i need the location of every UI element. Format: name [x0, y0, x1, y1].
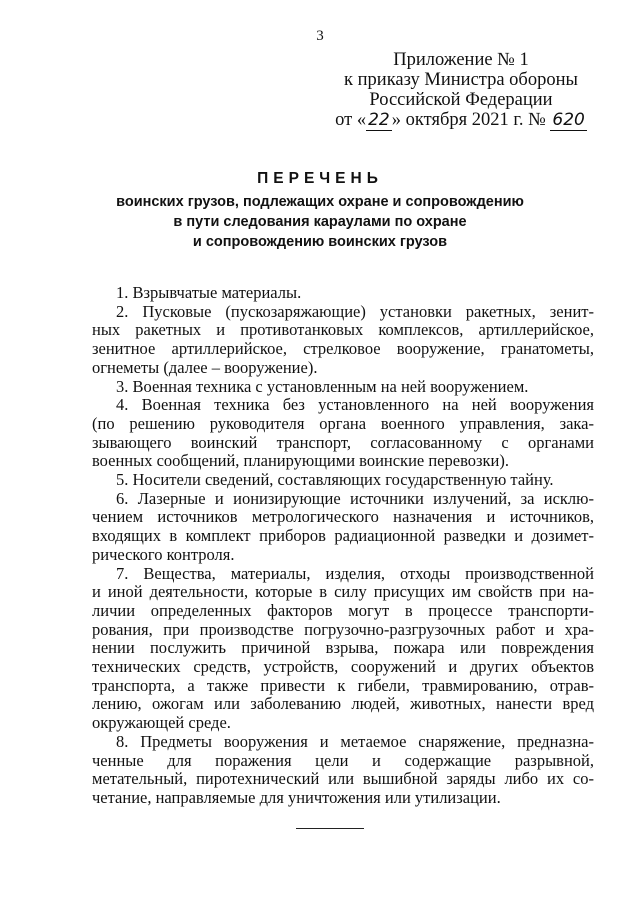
handwritten-order-number: 620	[552, 110, 585, 130]
list-item-line: 8. Предметы вооружения и метаемое снаряжение, предназна-	[116, 731, 594, 751]
list-item-line: технических средств, устройств, сооружений и других объектов	[92, 657, 594, 677]
list-body	[92, 284, 594, 808]
list-item-line: лению, ожогам или заболеванию людей, животных, нанести вред	[92, 694, 594, 714]
list-item	[92, 284, 594, 303]
document-subtitle	[0, 192, 640, 252]
list-item	[92, 471, 594, 490]
list-item-line: зывающего воинский транспорт, согласованному с органами	[92, 432, 594, 452]
list-item-line: 6. Лазерные и ионизирующие источники излучений, за исклю-	[116, 488, 594, 508]
separator-line	[296, 828, 364, 829]
appendix-header	[330, 50, 592, 130]
list-item	[92, 733, 594, 808]
list-item-line: нении послужить причиной взрыва, пожара или повреждения	[92, 638, 594, 658]
list-item-line: окружающей среде.	[92, 713, 231, 733]
subtitle-line: воинских грузов, подлежащих охране и сопровождению	[116, 194, 524, 210]
appendix-line-2: к приказу Министра обороны	[344, 70, 578, 90]
list-item-line: 1. Взрывчатые материалы.	[116, 283, 302, 302]
list-item	[92, 565, 594, 733]
list-item-line: рического контроля.	[92, 544, 235, 564]
list-item-line: 4. Военная техника без установленного на ней вооружения	[116, 395, 594, 415]
page-number: 3	[316, 28, 324, 44]
list-item-line: ных ракетных и противотанковых комплексов, артиллерийское,	[92, 320, 594, 340]
list-item-line: четание, направляемые для уничтожения или утилизации.	[92, 787, 501, 807]
list-item-line: 2. Пусковые (пускозаряжающие) установки ракетных, зенит-	[116, 301, 594, 321]
list-item-line: 5. Носители сведений, составляющих государственную тайну.	[116, 470, 554, 490]
list-item-line: и иной деятельности, которые в силу присущих им свойств при на-	[92, 582, 594, 602]
list-item	[92, 378, 594, 397]
list-item-line: входящих в комплект приборов радиационной разведки и дозимет-	[92, 526, 594, 546]
handwritten-date-day: 22	[368, 110, 390, 130]
date-prefix: от «	[335, 110, 367, 130]
list-item-line: (по решению руководителя органа военного управления, зака-	[92, 413, 594, 433]
list-item	[92, 490, 594, 565]
subtitle-line: и сопровождению воинских грузов	[192, 234, 448, 250]
list-item-line: личии определенных факторов могут в процессе транспорти-	[92, 600, 594, 620]
appendix-line-1: Приложение № 1	[393, 50, 529, 70]
list-item-line: рования, при производстве погрузочно-разгрузочных работ и хра-	[92, 619, 594, 639]
appendix-line-3: Российской Федерации	[369, 90, 553, 110]
list-item-line: чением источников метрологического назначения и источников,	[92, 507, 594, 527]
list-item-line: 7. Вещества, материалы, изделия, отходы производственной	[116, 563, 594, 583]
list-item-line: военных сообщений, планирующими воинские перевозки).	[92, 451, 509, 471]
list-item-line: 3. Военная техника с установленным на ней вооружением.	[116, 376, 529, 396]
list-item-line: ченные для поражения цели и содержащие разрывной,	[92, 750, 594, 770]
list-item-line: огнеметы (далее – вооружение).	[92, 357, 318, 377]
list-item-line: транспорта, а также привести к гибели, травмированию, отрав-	[92, 675, 594, 695]
appendix-date-line	[330, 110, 592, 130]
list-item	[92, 303, 594, 378]
subtitle-line: в пути следования караулами по охране	[173, 214, 467, 230]
list-item-line: зенитное артиллерийское, стрелковое вооружение, гранатометы,	[92, 339, 594, 359]
document-title: ПЕРЕЧЕНЬ	[257, 170, 383, 187]
list-item-line: метательный, пиротехнический или вышибной заряды либо их со-	[92, 769, 594, 789]
date-middle: » октября 2021 г. №	[391, 110, 551, 130]
list-item	[92, 396, 594, 471]
